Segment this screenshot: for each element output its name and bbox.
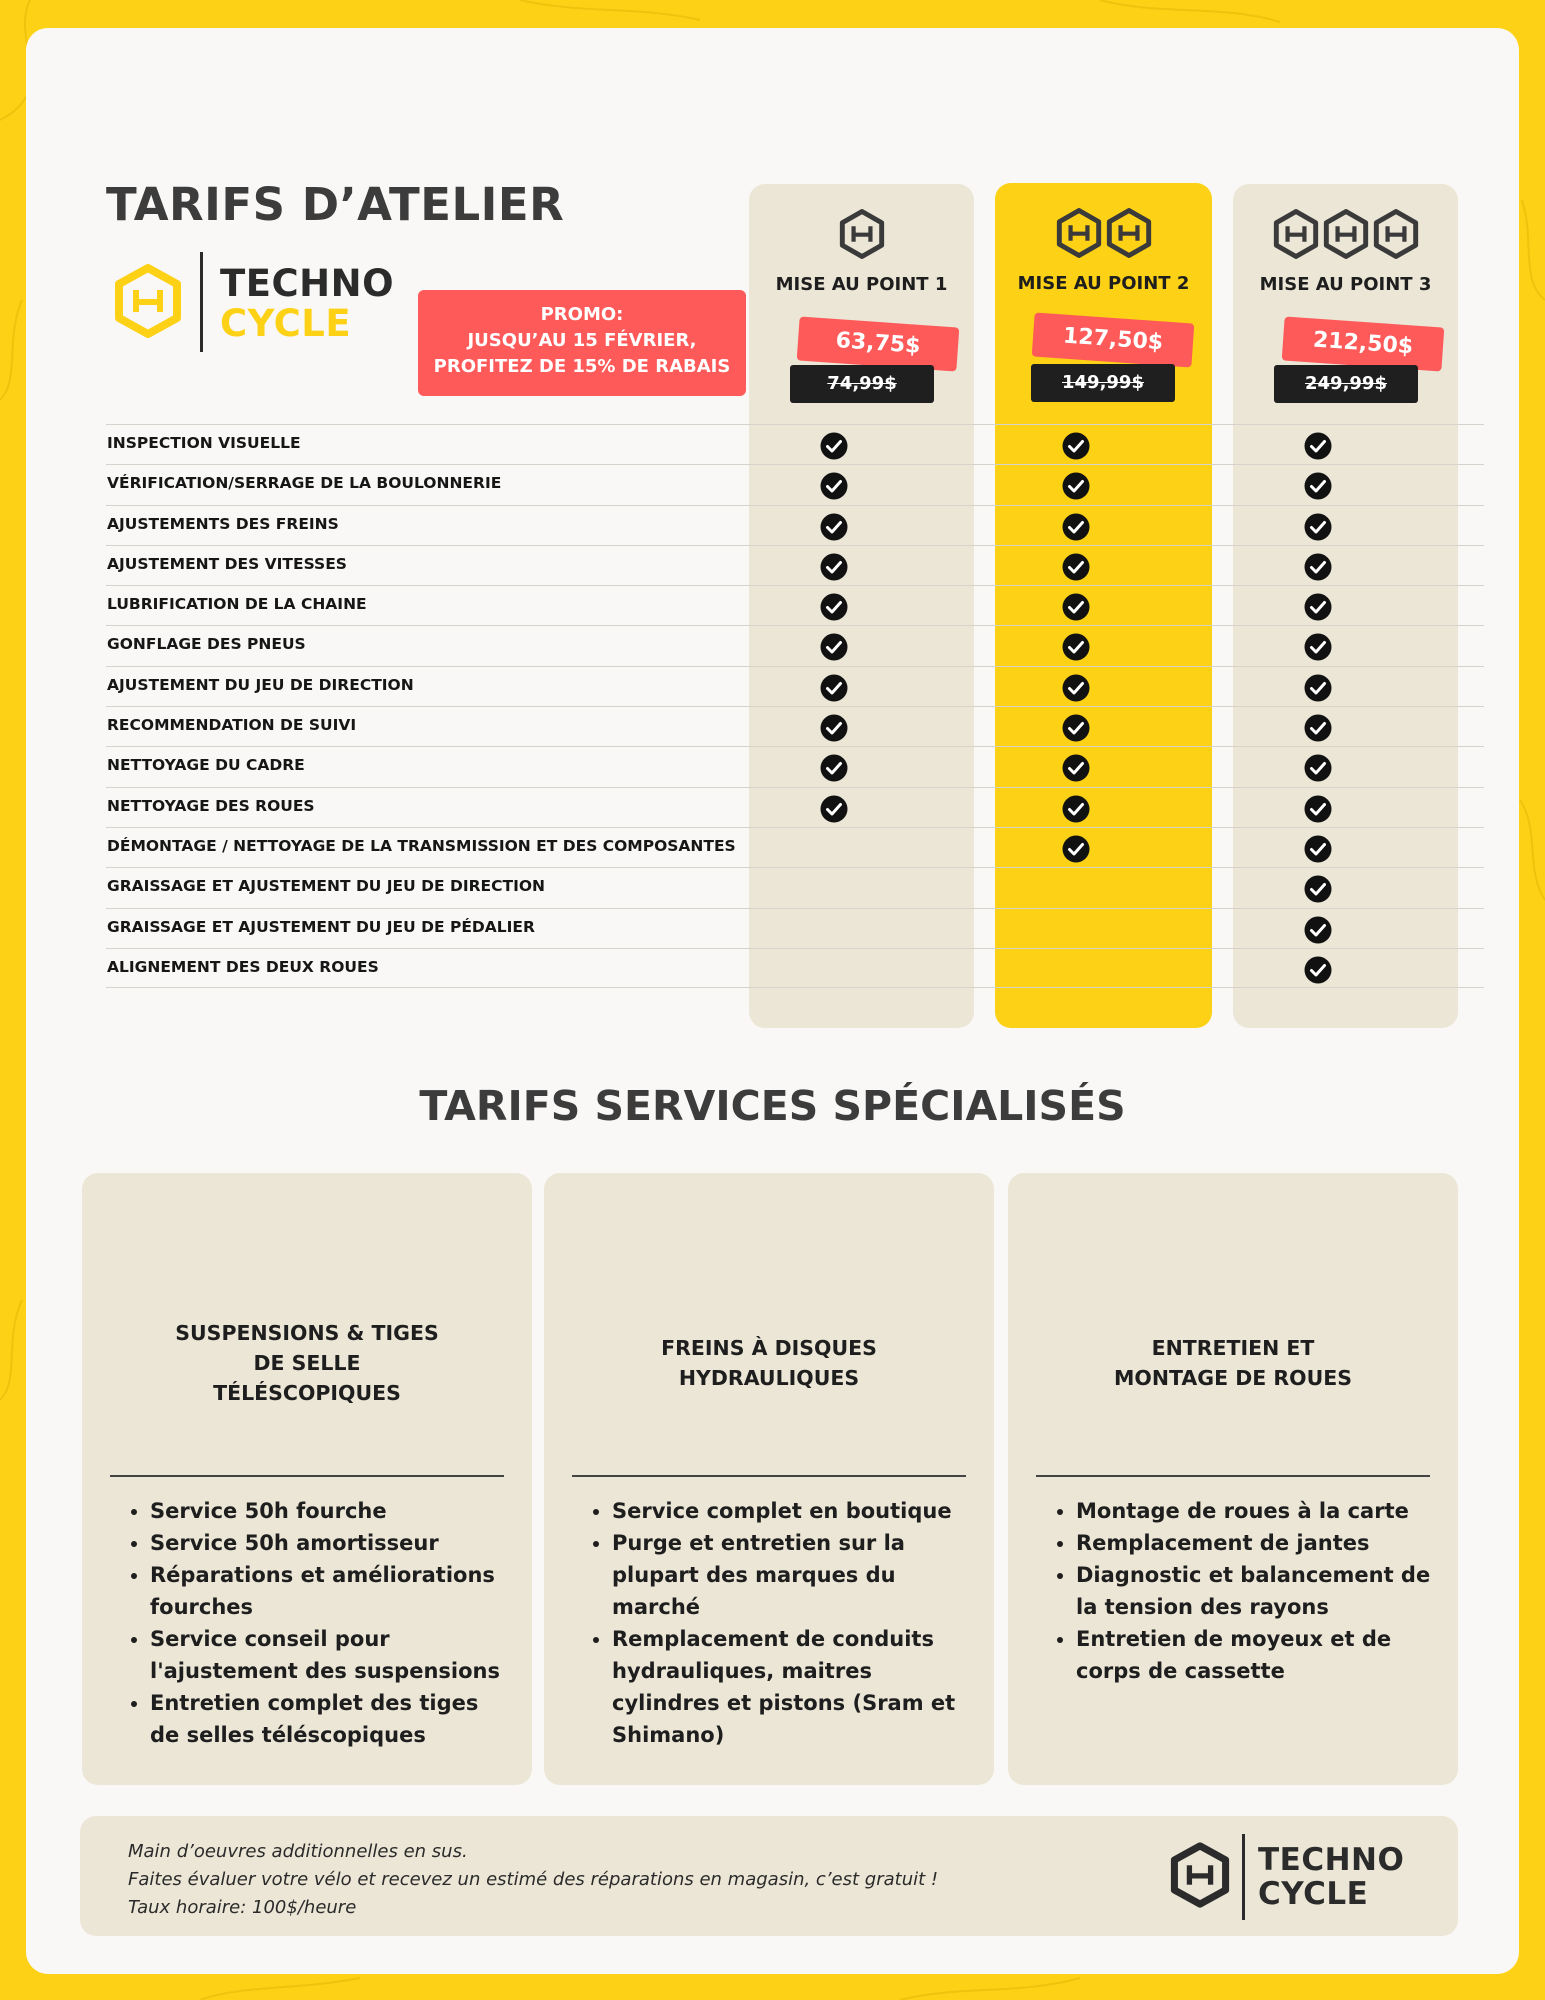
feature-label: DÉMONTAGE / NETTOYAGE DE LA TRANSMISSION ET DES COMPOSANTES — [107, 836, 736, 855]
service-item: • Service complet en boutique — [612, 1495, 974, 1527]
check-icon — [820, 674, 848, 702]
feature-row — [106, 585, 1484, 625]
service-card-suspensions — [82, 1173, 532, 1785]
techno-cycle-hex-icon — [838, 208, 886, 260]
feature-row — [106, 505, 1484, 545]
brand-name-line1: TECHNO — [1258, 1842, 1405, 1878]
check-icon — [1062, 432, 1090, 460]
check-icon — [1062, 674, 1090, 702]
techno-cycle-hex-icon — [1105, 207, 1153, 259]
check-icon — [820, 795, 848, 823]
plan-promo-price: 63,75$ — [797, 316, 960, 371]
service-card-divider — [1036, 1475, 1430, 1477]
feature-row — [106, 706, 1484, 746]
check-icon — [820, 754, 848, 782]
check-icon — [820, 513, 848, 541]
service-title-line: HYDRAULIQUES — [678, 1366, 860, 1390]
techno-cycle-hex-icon — [1055, 207, 1103, 259]
feature-row — [106, 867, 1484, 907]
price-sheet-card — [26, 28, 1519, 1974]
plan-icons — [995, 207, 1212, 259]
feature-label: INSPECTION VISUELLE — [107, 434, 301, 452]
check-icon — [1304, 835, 1332, 863]
service-list — [150, 1495, 512, 1751]
service-card-wheels — [1008, 1173, 1458, 1785]
check-icon — [1062, 633, 1090, 661]
footer-brand-logo — [1170, 1834, 1430, 1924]
service-item: • Remplacement de conduits hydrauliques, maitres cylindres et pistons (Sram et Shimano) — [612, 1623, 974, 1751]
feature-row — [106, 545, 1484, 585]
techno-cycle-hex-icon — [1322, 208, 1370, 260]
feature-label: LUBRIFICATION DE LA CHAINE — [107, 595, 367, 614]
check-icon — [1062, 754, 1090, 782]
feature-row — [106, 424, 1484, 464]
feature-row — [106, 666, 1484, 706]
techno-cycle-hex-icon — [1372, 208, 1420, 260]
service-title-line: DE SELLE — [253, 1351, 361, 1375]
plan-old-price: 74,99$ — [790, 365, 934, 403]
service-title-line: TÉLÉSCOPIQUES — [213, 1381, 401, 1405]
check-icon — [820, 714, 848, 742]
check-icon — [820, 553, 848, 581]
service-item: • Diagnostic et balancement de la tension des rayons — [1076, 1559, 1438, 1623]
service-item: • Purge et entretien sur la plupart des marques du marché — [612, 1527, 974, 1623]
service-card-brakes — [544, 1173, 994, 1785]
brand-name-line1: TECHNO — [220, 262, 395, 305]
plan-name: MISE AU POINT 2 — [1017, 273, 1190, 294]
logo-divider — [1242, 1834, 1245, 1920]
feature-label: VÉRIFICATION/SERRAGE DE LA BOULONNERIE — [107, 474, 502, 493]
service-item: • Service conseil pour l'ajustement des suspensions — [150, 1623, 512, 1687]
plan-promo-price: 212,50$ — [1282, 316, 1445, 371]
check-icon — [1062, 513, 1090, 541]
service-title-line: MONTAGE DE ROUES — [1114, 1366, 1352, 1390]
check-icon — [1304, 633, 1332, 661]
services-title: TARIFS SERVICES SPÉCIALISÉS — [419, 1082, 1126, 1130]
service-item: • Montage de roues à la carte — [1076, 1495, 1438, 1527]
service-card-title — [564, 1333, 974, 1393]
check-icon — [1304, 956, 1332, 984]
check-icon — [1062, 553, 1090, 581]
plan-old-price: 249,99$ — [1274, 365, 1418, 403]
promo-line2: JUSQU’AU 15 FÉVRIER, — [467, 330, 697, 351]
footer-line: Main d’oeuvres additionnelles en sus. — [128, 1841, 468, 1862]
check-icon — [820, 593, 848, 621]
check-icon — [820, 633, 848, 661]
feature-label: GRAISSAGE ET AJUSTEMENT DU JEU DE DIRECTION — [107, 877, 545, 896]
service-item: • Service 50h amortisseur — [150, 1527, 512, 1559]
service-card-divider — [572, 1475, 966, 1477]
service-item: • Réparations et améliorations fourches — [150, 1559, 512, 1623]
footer-text — [128, 1838, 938, 1922]
check-icon — [1304, 553, 1332, 581]
check-icon — [1304, 432, 1332, 460]
service-card-title — [1028, 1333, 1438, 1393]
service-item: • Remplacement de jantes — [1076, 1527, 1438, 1559]
check-icon — [1304, 513, 1332, 541]
check-icon — [1062, 472, 1090, 500]
features-table — [106, 424, 1484, 988]
check-icon — [1304, 916, 1332, 944]
service-title-line: ENTRETIEN ET — [1151, 1336, 1315, 1360]
plan-name: MISE AU POINT 3 — [1259, 274, 1432, 295]
feature-row — [106, 827, 1484, 867]
service-list — [612, 1495, 974, 1751]
feature-label: RECOMMENDATION DE SUIVI — [107, 716, 357, 735]
feature-row — [106, 625, 1484, 665]
plan-name: MISE AU POINT 1 — [775, 274, 948, 295]
feature-row — [106, 746, 1484, 786]
promo-banner — [418, 290, 746, 396]
service-title-line: FREINS À DISQUES — [661, 1336, 877, 1360]
techno-cycle-hex-icon — [1272, 208, 1320, 260]
check-icon — [1304, 714, 1332, 742]
feature-label: ALIGNEMENT DES DEUX ROUES — [107, 957, 379, 976]
check-icon — [820, 432, 848, 460]
promo-line3: PROFITEZ DE 15% DE RABAIS — [433, 356, 731, 377]
check-icon — [1062, 714, 1090, 742]
plan-icons — [749, 208, 974, 260]
service-list — [1076, 1495, 1438, 1687]
plan-promo-price: 127,50$ — [1032, 312, 1195, 367]
plan-old-price: 149,99$ — [1031, 364, 1175, 402]
feature-label: GRAISSAGE ET AJUSTEMENT DU JEU DE PÉDALIER — [107, 917, 535, 936]
feature-row — [106, 464, 1484, 504]
page-title: TARIFS D’ATELIER — [106, 178, 565, 231]
service-item: • Entretien de moyeux et de corps de cassette — [1076, 1623, 1438, 1687]
service-card-divider — [110, 1475, 504, 1477]
feature-row — [106, 787, 1484, 827]
check-icon — [1062, 593, 1090, 621]
logo-divider — [200, 252, 203, 352]
check-icon — [1304, 795, 1332, 823]
feature-label: NETTOYAGE DES ROUES — [107, 796, 315, 815]
service-item: • Service 50h fourche — [150, 1495, 512, 1527]
check-icon — [820, 472, 848, 500]
feature-label: NETTOYAGE DU CADRE — [107, 756, 305, 775]
techno-cycle-hex-icon — [1170, 1842, 1230, 1908]
service-item: • Entretien complet des tiges de selles téléscopiques — [150, 1687, 512, 1751]
service-card-title — [102, 1318, 512, 1408]
feature-label: AJUSTEMENTS DES FREINS — [107, 514, 339, 533]
service-title-line: SUSPENSIONS & TIGES — [175, 1321, 439, 1345]
check-icon — [1062, 835, 1090, 863]
feature-row — [106, 908, 1484, 948]
check-icon — [1304, 875, 1332, 903]
brand-name-line2: CYCLE — [220, 302, 352, 345]
footer-line: Taux horaire: 100$/heure — [128, 1897, 357, 1918]
brand-name-line2: CYCLE — [1258, 1876, 1369, 1912]
feature-label: AJUSTEMENT DES VITESSES — [107, 554, 347, 573]
feature-label: GONFLAGE DES PNEUS — [107, 635, 306, 654]
plan-icons — [1233, 208, 1458, 260]
feature-label: AJUSTEMENT DU JEU DE DIRECTION — [107, 675, 414, 694]
techno-cycle-hex-icon — [114, 264, 182, 338]
promo-line1: PROMO: — [540, 304, 624, 325]
footer-note — [80, 1816, 1458, 1936]
check-icon — [1304, 674, 1332, 702]
check-icon — [1304, 754, 1332, 782]
check-icon — [1304, 472, 1332, 500]
feature-row — [106, 948, 1484, 988]
brand-logo — [114, 250, 414, 350]
check-icon — [1304, 593, 1332, 621]
footer-line: Faites évaluer votre vélo et recevez un estimé des réparations en magasin, c’est gratuit ! — [128, 1869, 939, 1890]
check-icon — [1062, 795, 1090, 823]
